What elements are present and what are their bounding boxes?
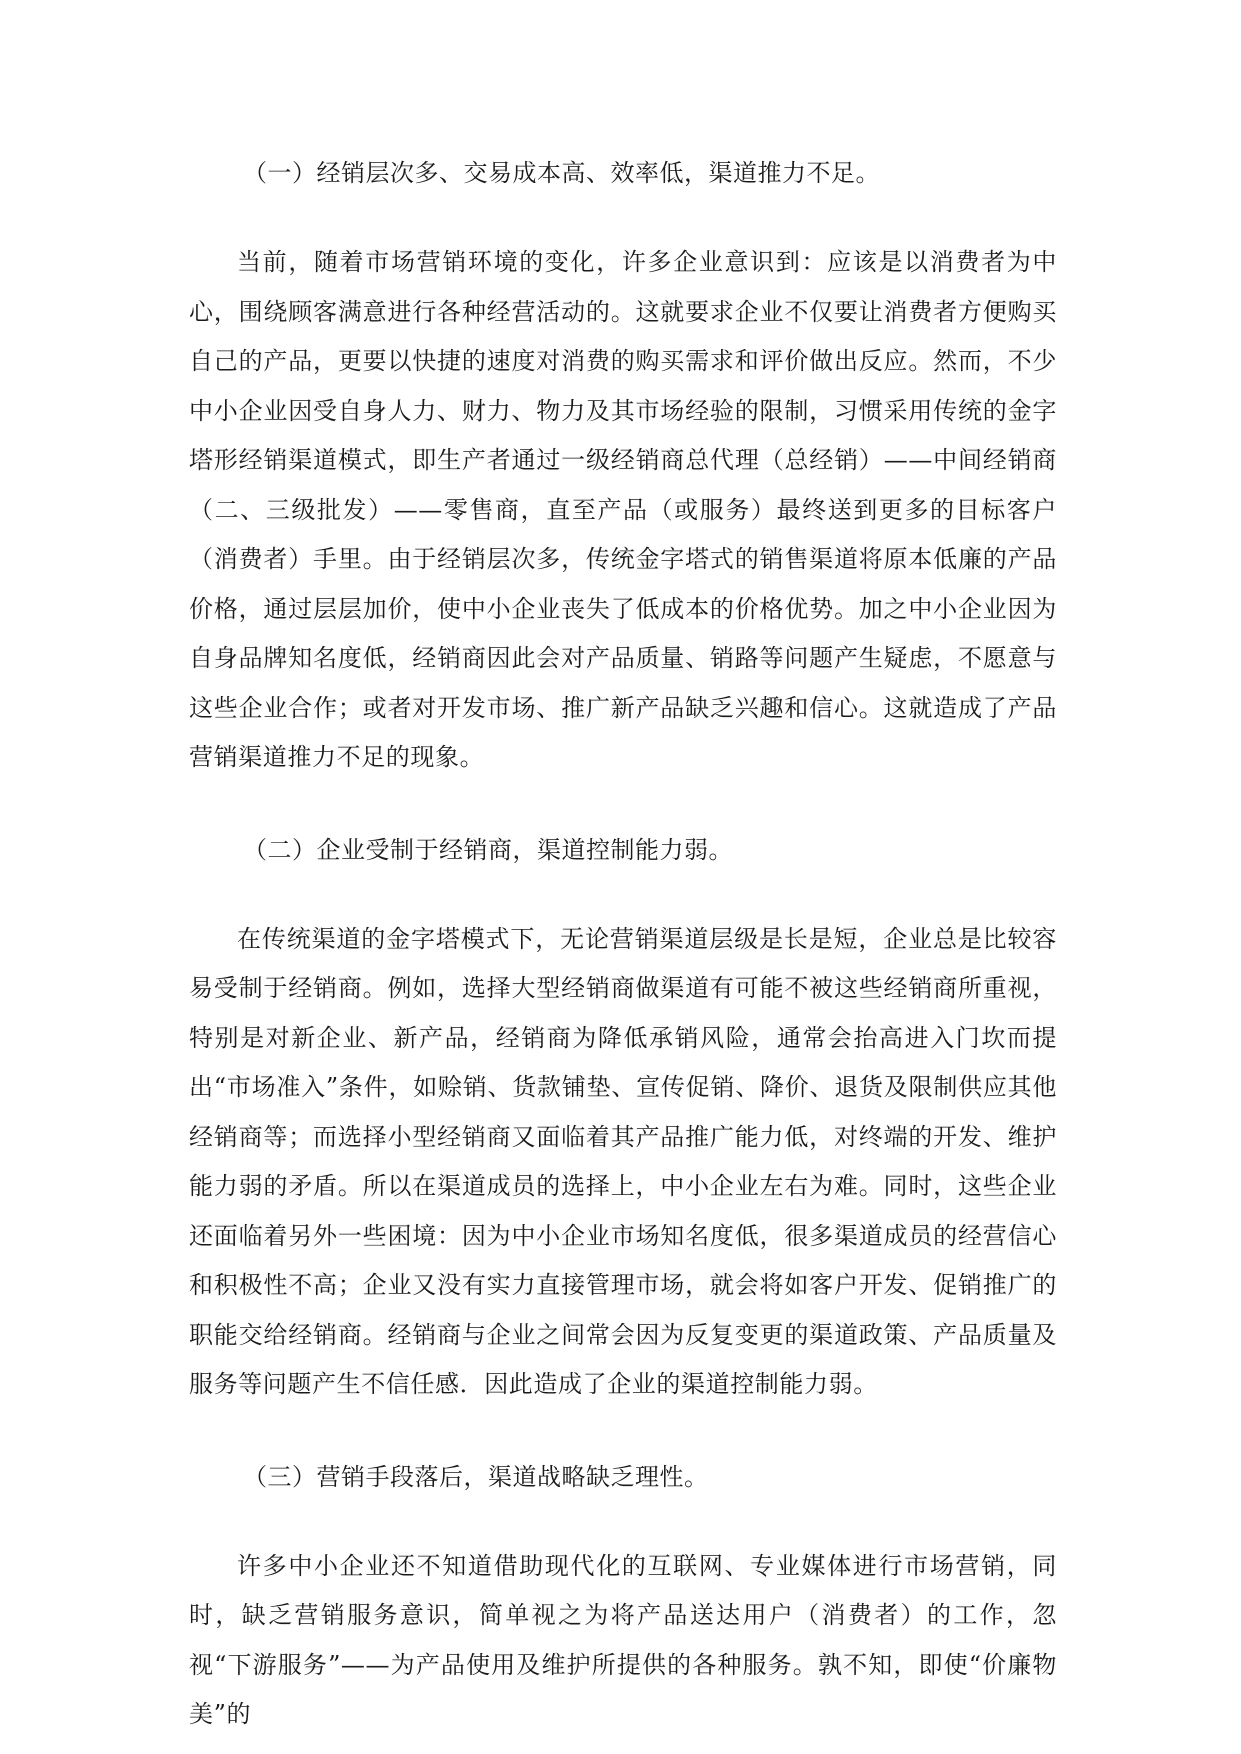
section-heading-3: （三）营销手段落后，渠道战略缺乏理性。 <box>243 1462 709 1491</box>
section-heading-2: （二）企业受制于经销商，渠道控制能力弱。 <box>243 835 733 864</box>
section-heading-1: （一）经销层次多、交易成本高、效率低，渠道推力不足。 <box>243 159 880 187</box>
section-paragraph-2: 在传统渠道的金字塔模式下，无论营销渠道层级是长是短，企业总是比较容易受制于经销商。例如，选择大型经销商做渠道有可能不被这些经销商所重视，特别是对新企业、新产品，经销商为降低承销风险，通常会抬高进入门坎而提出“市场准入”条件，如赊销、货款铺垫、宣传促销、降价、退货及限制供应其他经销商等；而选择小型经销商又面临着其产品推广能力低，对终端的开发、维护能力弱的矛盾。所以在渠道成员的选择上，中小企业左右为难。同时，这些企业还面临着另外一些困境：因为中小企业市场知名度低，很多渠道成员的经营信心和积极性不高；企业又没有实力直接管理市场，就会将如客户开发、促销推广的职能交给经销商。经销商与企业之间常会因为反复变更的渠道政策、产品质量及服务等问题产生不信任感．因此造成了企业的渠道控制能力弱。 <box>189 924 1057 1398</box>
document-body <box>189 152 1057 1740</box>
section-paragraph-3: 许多中小企业还不知道借助现代化的互联网、专业媒体进行市场营销，同时，缺乏营销服务意识，简单视之为将产品送达用户（消费者）的工作，忽视“下游服务”——为产品使用及维护所提供的各种服务。孰不知，即使“价廉物美”的 <box>189 1551 1057 1728</box>
section-paragraph-1: 当前，随着市场营销环境的变化，许多企业意识到：应该是以消费者为中心，围绕顾客满意进行各种经营活动的。这就要求企业不仅要让消费者方便购买自己的产品，更要以快捷的速度对消费的购买需求和评价做出反应。然而，不少中小企业因受自身人力、财力、物力及其市场经验的限制，习惯采用传统的金字塔形经销渠道模式，即生产者通过一级经销商总代理（总经销）——中间经销商（二、三级批发）——零售商，直至产品（或服务）最终送到更多的目标客户（消费者）手里。由于经销层次多，传统金字塔式的销售渠道将原本低廉的产品价格，通过层层加价，使中小企业丧失了低成本的价格优势。加之中小企业因为自身品牌知名度低，经销商因此会对产品质量、销路等问题产生疑虑，不愿意与这些企业合作；或者对开发市场、推广新产品缺乏兴趣和信心。这就造成了产品营销渠道推力不足的现象。 <box>189 248 1057 771</box>
